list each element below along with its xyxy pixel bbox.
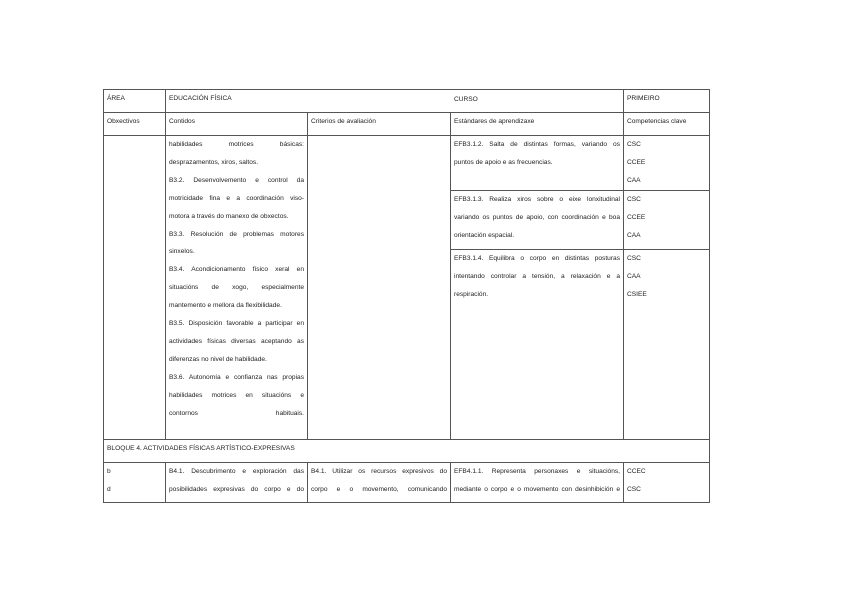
content-line: sinxelos. bbox=[169, 248, 195, 256]
content-line: habilidades motrices básicas: bbox=[169, 141, 304, 148]
content-line: B3.5. Disposición favorable a participar en bbox=[169, 320, 304, 328]
standard-line: EFB4.1.1. Representa personaxes e situacións, bbox=[454, 468, 620, 475]
area-value: EDUCACIÓN FÍSICA bbox=[166, 90, 624, 113]
standard-line: orientación espacial. bbox=[454, 231, 515, 239]
block4-standards-cell bbox=[451, 463, 624, 503]
col-header-contents: Contidos bbox=[166, 113, 308, 136]
content-line: B3.6. Autonomía e confianza nas propias bbox=[169, 373, 304, 381]
course-value: PRIMEIRO bbox=[624, 90, 710, 113]
competence-code: CSC bbox=[627, 196, 641, 203]
col-header-competences: Competencias clave bbox=[624, 113, 710, 136]
content-line: habilidades motrices en situacións e bbox=[169, 391, 304, 399]
competence-code: CSC bbox=[627, 485, 641, 493]
objective-code: b bbox=[107, 468, 111, 475]
content-line: B4.1. Descubrimento e exploración das bbox=[169, 468, 304, 475]
content-line: B3.4. Acondicionamento físico xeral en bbox=[169, 266, 304, 274]
competence-code: CSC bbox=[627, 255, 641, 262]
content-line: B3.3. Resolución de problemas motores bbox=[169, 230, 304, 238]
competences-efb3-1-4 bbox=[624, 250, 709, 304]
block3-objectives-cell bbox=[104, 136, 166, 440]
block3-row bbox=[104, 136, 710, 440]
competence-code: CCEE bbox=[627, 158, 646, 166]
content-line: actividades físicas diversas aceptando as bbox=[169, 337, 304, 345]
block3-standards-cell bbox=[451, 136, 624, 440]
standard-line: variando os puntos de apoio, con coordinación e boa bbox=[454, 213, 620, 221]
course-label: CURSO bbox=[454, 96, 478, 103]
content-line: motricidade fina e a coordinación viso- bbox=[169, 194, 304, 202]
standard-efb3-1-3 bbox=[451, 191, 623, 250]
block4-row bbox=[104, 463, 710, 503]
col-header-objectives: Obxectivos bbox=[104, 113, 166, 136]
content-line: contornos habituais. bbox=[169, 409, 304, 417]
block4-title: BLOQUE 4. ACTIVIDADES FÍSICAS ARTÍSTICO-EXPRESIVAS bbox=[104, 440, 710, 463]
competence-code: CSIEE bbox=[627, 290, 647, 298]
competences-efb3-1-2 bbox=[624, 136, 709, 191]
standard-line: intentando controlar a tensión, a relaxación e a bbox=[454, 272, 620, 280]
standard-line: EFB3.1.4. Equilibra o corpo en distintas posturas bbox=[454, 255, 620, 262]
col-header-standards: Estándares de aprendizaxe bbox=[451, 113, 624, 136]
standard-efb3-1-4 bbox=[451, 250, 623, 304]
content-line: diferenzas no nivel de habilidade. bbox=[169, 355, 267, 363]
standard-line: EFB3.1.3. Realiza xiros sobre o eixe lonxitudinal bbox=[454, 196, 620, 203]
col-header-criteria: Criterios de avaliación bbox=[308, 113, 451, 136]
standard-line: EFB3.1.2. Salta de distintas formas, variando os bbox=[454, 141, 620, 148]
block4-contents-cell bbox=[166, 463, 308, 503]
content-line: motora a través do manexo de obxectos. bbox=[169, 212, 289, 220]
standard-line: respiración. bbox=[454, 290, 489, 298]
competence-code: CSC bbox=[627, 141, 641, 148]
block3-contents-cell bbox=[166, 136, 308, 440]
competences-efb3-1-3 bbox=[624, 191, 709, 250]
block4-title-row bbox=[104, 440, 710, 463]
block4-competences-cell bbox=[624, 463, 710, 503]
content-line: B3.2. Desenvolvemento e control da bbox=[169, 176, 304, 184]
curriculum-table bbox=[103, 89, 710, 503]
competence-code: CCEE bbox=[627, 213, 646, 221]
standard-efb3-1-2 bbox=[451, 136, 623, 191]
criteria-line: B4.1. Utilizar os recursos expresivos do bbox=[311, 468, 447, 475]
content-line: desprazamentos, xiros, saltos. bbox=[169, 158, 259, 166]
block3-competences-cell bbox=[624, 136, 710, 440]
block4-criteria-cell bbox=[308, 463, 451, 503]
competence-code: CAA bbox=[627, 272, 641, 280]
criteria-line: corpo e o movemento, comunicando bbox=[311, 485, 447, 493]
competence-code: CAA bbox=[627, 231, 641, 239]
content-line: posibilidades expresivas do corpo e do bbox=[169, 485, 304, 493]
block3-criteria-cell bbox=[308, 136, 451, 440]
block4-objectives-cell bbox=[104, 463, 166, 503]
objective-code: d bbox=[107, 485, 111, 493]
competence-code: CAA bbox=[627, 176, 641, 184]
standard-line: mediante o corpo e o movemento con desinhibición e bbox=[454, 485, 620, 493]
standard-line: puntos de apoio e as frecuencias. bbox=[454, 158, 553, 166]
competence-code: CCEC bbox=[627, 468, 646, 475]
header-row bbox=[104, 90, 710, 113]
column-header-row bbox=[104, 113, 710, 136]
content-line: mantemento e mellora da flexibilidade. bbox=[169, 302, 282, 310]
content-line: situacións de xogo, especialmente bbox=[169, 284, 304, 292]
area-label: ÁREA bbox=[104, 90, 166, 113]
